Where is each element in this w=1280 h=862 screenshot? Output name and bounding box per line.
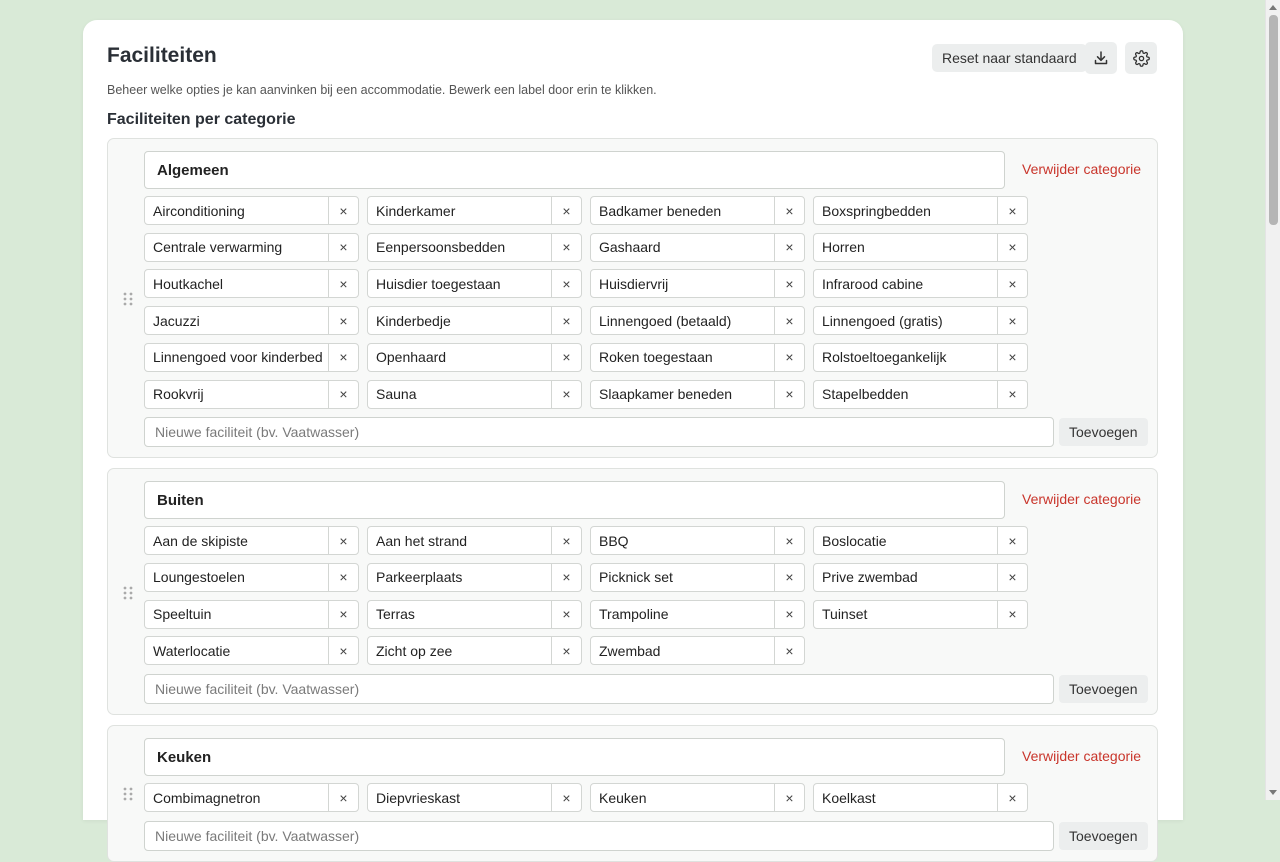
facility-label-input[interactable]: Zwembad xyxy=(599,642,661,659)
vertical-scrollbar[interactable] xyxy=(1265,0,1280,800)
scroll-up-arrow[interactable] xyxy=(1269,5,1277,10)
facility-item xyxy=(144,636,359,665)
facility-item xyxy=(144,380,359,409)
facility-label-input[interactable]: Tuinset xyxy=(822,606,868,623)
drag-handle-icon[interactable] xyxy=(122,786,134,802)
facility-item xyxy=(813,306,1028,335)
remove-facility-button[interactable]: × xyxy=(551,564,581,591)
remove-facility-button[interactable]: × xyxy=(774,564,804,591)
facility-label-input[interactable]: Zicht op zee xyxy=(376,642,453,659)
settings-button[interactable] xyxy=(1125,42,1157,74)
gear-icon xyxy=(1133,50,1150,67)
facility-label-input[interactable]: Koelkast xyxy=(822,789,876,806)
facility-label-input[interactable]: Loungestoelen xyxy=(153,569,245,586)
remove-category-button[interactable]: Verwijder categorie xyxy=(1022,161,1142,177)
facility-label-input[interactable]: Sauna xyxy=(376,386,417,402)
remove-facility-button[interactable]: × xyxy=(774,784,804,811)
remove-facility-button[interactable]: × xyxy=(551,527,581,554)
facility-item xyxy=(813,233,1028,262)
remove-facility-button[interactable]: × xyxy=(774,601,804,628)
remove-facility-button[interactable]: × xyxy=(997,784,1027,811)
facility-label-input[interactable]: Aan de skipiste xyxy=(153,532,248,549)
facility-item xyxy=(813,380,1028,409)
facility-item xyxy=(144,196,359,225)
facility-item xyxy=(367,380,582,409)
facility-label-input[interactable]: Linnengoed (gratis) xyxy=(822,312,943,329)
facility-item xyxy=(367,783,582,812)
remove-facility-button[interactable]: × xyxy=(551,601,581,628)
facility-label-input[interactable]: Waterlocatie xyxy=(153,642,231,659)
facility-label-input[interactable]: BBQ xyxy=(599,532,629,549)
remove-facility-button[interactable]: × xyxy=(997,307,1027,334)
remove-facility-button[interactable]: × xyxy=(774,381,804,408)
facility-item xyxy=(590,380,805,409)
add-facility-button[interactable]: Toevoegen xyxy=(1059,822,1148,850)
facility-item xyxy=(367,343,582,372)
facility-item xyxy=(813,269,1028,298)
remove-facility-button[interactable]: × xyxy=(551,381,581,408)
facility-label-input[interactable]: Aan het strand xyxy=(376,532,468,549)
facility-label-input[interactable]: Stapelbedden xyxy=(822,386,909,402)
page-subtitle: Beheer welke opties je kan aanvinken bij een accommodatie. Bewerk een label door erin te klikken. xyxy=(107,83,657,97)
download-icon xyxy=(1093,50,1109,66)
remove-facility-button[interactable]: × xyxy=(328,637,358,664)
remove-facility-button[interactable]: × xyxy=(551,784,581,811)
facility-label-input[interactable]: Openhaard xyxy=(376,349,447,366)
remove-facility-button[interactable]: × xyxy=(551,637,581,664)
category-name-input[interactable]: Buiten xyxy=(144,481,1005,519)
facility-item xyxy=(590,233,805,262)
facility-label-input[interactable]: Huisdiervrij xyxy=(599,275,669,292)
facility-item xyxy=(813,343,1028,372)
section-title: Faciliteiten per categorie xyxy=(107,111,296,128)
facility-item xyxy=(590,600,805,629)
facility-item xyxy=(590,636,805,665)
new-facility-input[interactable] xyxy=(144,674,1054,704)
facility-item xyxy=(590,306,805,335)
facility-item xyxy=(144,343,359,372)
remove-facility-button[interactable]: × xyxy=(774,527,804,554)
facility-item xyxy=(144,306,359,335)
remove-category-button[interactable]: Verwijder categorie xyxy=(1022,491,1142,508)
facility-item xyxy=(367,526,582,555)
remove-facility-button[interactable]: × xyxy=(328,234,358,261)
remove-facility-button[interactable]: × xyxy=(551,270,581,297)
facility-item xyxy=(144,233,359,262)
remove-facility-button[interactable]: × xyxy=(997,234,1027,261)
remove-facility-button[interactable]: × xyxy=(997,197,1027,224)
facility-label-input[interactable]: Terras xyxy=(376,606,415,623)
facility-item xyxy=(590,526,805,555)
facility-item xyxy=(367,636,582,665)
facility-item xyxy=(367,600,582,629)
facility-item xyxy=(367,233,582,262)
facility-label-input[interactable]: Trampoline xyxy=(599,606,669,623)
facility-item xyxy=(590,269,805,298)
facility-label-input[interactable]: Kinderbedje xyxy=(376,312,451,329)
remove-facility-button[interactable]: × xyxy=(997,527,1027,554)
remove-facility-button[interactable]: × xyxy=(328,784,358,811)
page-title: Faciliteiten xyxy=(107,44,217,67)
remove-facility-button[interactable]: × xyxy=(328,381,358,408)
remove-facility-button[interactable]: × xyxy=(328,307,358,334)
remove-facility-button[interactable]: × xyxy=(774,234,804,261)
category-block xyxy=(107,725,1158,862)
facility-label-input[interactable]: Parkeerplaats xyxy=(376,569,463,586)
scroll-down-arrow[interactable] xyxy=(1269,790,1277,795)
remove-facility-button[interactable]: × xyxy=(328,601,358,628)
facility-label-input[interactable]: Kinderkamer xyxy=(376,202,456,219)
facility-label-input[interactable]: Boxspringbedden xyxy=(822,202,931,219)
remove-facility-button[interactable]: × xyxy=(997,601,1027,628)
remove-facility-button[interactable]: × xyxy=(774,344,804,371)
facility-item xyxy=(367,563,582,592)
facility-item xyxy=(590,343,805,372)
facility-label-input[interactable]: Airconditioning xyxy=(153,202,245,219)
facility-label-input[interactable]: Speeltuin xyxy=(153,606,212,623)
remove-facility-button[interactable]: × xyxy=(328,197,358,224)
remove-facility-button[interactable]: × xyxy=(997,381,1027,408)
remove-facility-button[interactable]: × xyxy=(774,637,804,664)
new-facility-input[interactable] xyxy=(144,821,1054,851)
remove-category-button[interactable]: Verwijder categorie xyxy=(1022,748,1142,764)
remove-facility-button[interactable]: × xyxy=(997,344,1027,371)
category-block xyxy=(107,468,1158,715)
facility-item xyxy=(590,783,805,812)
category-name-input[interactable]: Algemeen xyxy=(144,151,1005,189)
facility-label-input[interactable]: Prive zwembad xyxy=(822,569,918,586)
facilities-card xyxy=(83,20,1183,844)
facility-item xyxy=(813,600,1028,629)
facility-label-input[interactable]: Picknick set xyxy=(599,569,673,586)
facility-label-input[interactable]: Combimagnetron xyxy=(153,789,261,806)
facility-item xyxy=(590,563,805,592)
remove-facility-button[interactable]: × xyxy=(997,564,1027,591)
download-button[interactable] xyxy=(1085,42,1117,74)
drag-handle-icon[interactable] xyxy=(122,585,134,601)
remove-facility-button[interactable]: × xyxy=(328,564,358,591)
category-block xyxy=(107,138,1158,458)
remove-facility-button[interactable]: × xyxy=(774,270,804,297)
facility-item xyxy=(144,526,359,555)
reset-defaults-button[interactable]: Reset naar standaard xyxy=(932,44,1087,72)
facility-label-input[interactable]: Houtkachel xyxy=(153,275,224,292)
add-facility-button[interactable]: Toevoegen xyxy=(1059,418,1148,446)
facility-item xyxy=(144,600,359,629)
facility-item xyxy=(144,269,359,298)
facility-item xyxy=(367,196,582,225)
facility-label-input[interactable]: Diepvrieskast xyxy=(376,789,461,806)
drag-handle-icon[interactable] xyxy=(122,291,134,307)
facility-label-input[interactable]: Jacuzzi xyxy=(153,312,200,329)
remove-facility-button[interactable]: × xyxy=(551,234,581,261)
facility-label-input[interactable]: Centrale verwarming xyxy=(153,239,283,256)
facility-item xyxy=(144,563,359,592)
facility-item xyxy=(590,196,805,225)
facility-item xyxy=(813,526,1028,555)
remove-facility-button[interactable]: × xyxy=(328,344,358,371)
facility-item xyxy=(144,783,359,812)
scroll-thumb[interactable] xyxy=(1269,15,1278,225)
remove-facility-button[interactable]: × xyxy=(551,197,581,224)
facility-label-input[interactable]: Gashaard xyxy=(599,239,661,256)
facility-label-input[interactable]: Eenpersoonsbedden xyxy=(376,239,506,256)
facility-item xyxy=(813,783,1028,812)
remove-facility-button[interactable]: × xyxy=(551,307,581,334)
facility-item xyxy=(813,196,1028,225)
facility-label-input[interactable]: Boslocatie xyxy=(822,532,887,549)
remove-facility-button[interactable]: × xyxy=(551,344,581,371)
remove-facility-button[interactable]: × xyxy=(774,197,804,224)
facility-label-input[interactable]: Infrarood cabine xyxy=(822,275,924,292)
remove-facility-button[interactable]: × xyxy=(774,307,804,334)
add-facility-button[interactable]: Toevoegen xyxy=(1059,675,1148,703)
facility-label-input[interactable]: Linnengoed (betaald) xyxy=(599,312,732,329)
facility-label-input[interactable]: Badkamer beneden xyxy=(599,202,722,219)
facility-label-input[interactable]: Roken toegestaan xyxy=(599,349,713,366)
new-facility-input[interactable] xyxy=(144,417,1054,447)
facility-item xyxy=(367,306,582,335)
category-name-input[interactable]: Keuken xyxy=(144,738,1005,776)
facility-label-input[interactable]: Horren xyxy=(822,239,865,256)
remove-facility-button[interactable]: × xyxy=(328,270,358,297)
facility-item xyxy=(367,269,582,298)
remove-facility-button[interactable]: × xyxy=(997,270,1027,297)
facility-label-input[interactable]: Huisdier toegestaan xyxy=(376,275,501,292)
facility-item xyxy=(813,563,1028,592)
facility-label-input[interactable]: Linnengoed voor kinderbed xyxy=(153,349,323,366)
facility-label-input[interactable]: Rolstoeltoegankelijk xyxy=(822,349,947,366)
facility-label-input[interactable]: Keuken xyxy=(599,789,647,806)
facility-label-input[interactable]: Slaapkamer beneden xyxy=(599,386,733,402)
facility-label-input[interactable]: Rookvrij xyxy=(153,386,204,402)
remove-facility-button[interactable]: × xyxy=(328,527,358,554)
